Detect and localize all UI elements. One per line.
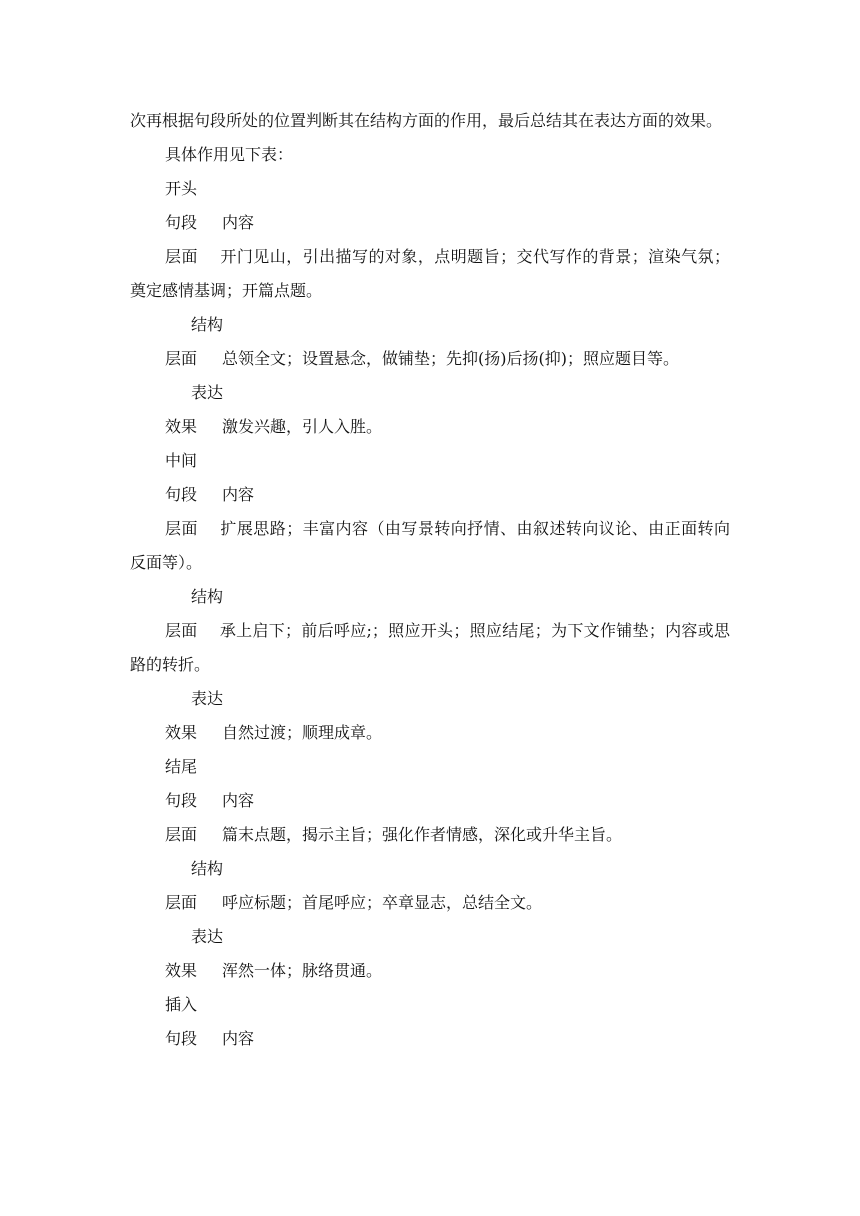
row-text: 扩展思路；丰富内容（由写景转向抒情、由叙述转向议论、由正面转向反面等）。 — [130, 519, 730, 572]
expression-label: 表达 — [191, 689, 224, 708]
row-label: 层面 — [165, 349, 198, 368]
section-position-middle: 中间 — [165, 451, 198, 470]
row-text: 总领全文；设置悬念，做铺垫；先抑(扬)后扬(抑)；照应题目等。 — [222, 349, 679, 368]
document-body — [130, 104, 730, 1056]
table-header-row — [130, 206, 730, 240]
row-text: 开门见山，引出描写的对象，点明题旨；交代写作的背景；渲染气氛；奠定感情基调；开篇点题。 — [130, 247, 730, 300]
header-col2: 内容 — [222, 213, 255, 232]
expression-row — [130, 716, 730, 750]
content-row — [130, 240, 730, 308]
row-label: 层面 — [165, 621, 198, 640]
section-position-insert: 插入 — [165, 995, 198, 1014]
row-label: 层面 — [165, 519, 198, 538]
row-label: 层面 — [165, 247, 198, 266]
row-text: 呼应标题；首尾呼应；卒章显志，总结全文。 — [222, 893, 543, 912]
row-text: 自然过渡；顺理成章。 — [222, 723, 383, 742]
table-intro: 具体作用见下表： — [165, 145, 294, 164]
row-label: 效果 — [165, 961, 198, 980]
header-col1: 句段 — [165, 485, 198, 504]
header-col1: 句段 — [165, 213, 198, 232]
expression-row — [130, 410, 730, 444]
structure-row — [130, 342, 730, 376]
header-col2: 内容 — [222, 1029, 255, 1048]
table-header-row — [130, 478, 730, 512]
table-header-row — [130, 1022, 730, 1056]
structure-label: 结构 — [191, 587, 224, 606]
section-position-end: 结尾 — [165, 757, 198, 776]
header-col2: 内容 — [222, 791, 255, 810]
intro-paragraph: 次再根据句段所处的位置判断其在结构方面的作用，最后总结其在表达方面的效果。 — [130, 111, 723, 130]
row-label: 层面 — [165, 893, 198, 912]
header-col1: 句段 — [165, 791, 198, 810]
header-col1: 句段 — [165, 1029, 198, 1048]
header-col2: 内容 — [222, 485, 255, 504]
row-label: 层面 — [165, 825, 198, 844]
row-label: 效果 — [165, 723, 198, 742]
structure-row — [130, 886, 730, 920]
structure-row — [130, 614, 730, 682]
expression-row — [130, 954, 730, 988]
row-text: 激发兴趣，引人入胜。 — [222, 417, 383, 436]
content-row — [130, 512, 730, 580]
row-text: 承上启下；前后呼应;；照应开头；照应结尾；为下文作铺垫；内容或思路的转折。 — [130, 621, 730, 674]
section-position-start: 开头 — [165, 179, 198, 198]
expression-label: 表达 — [191, 383, 224, 402]
row-text: 浑然一体；脉络贯通。 — [222, 961, 383, 980]
expression-label: 表达 — [191, 927, 224, 946]
content-row — [130, 818, 730, 852]
table-header-row — [130, 784, 730, 818]
structure-label: 结构 — [191, 859, 224, 878]
row-text: 篇末点题，揭示主旨；强化作者情感，深化或升华主旨。 — [222, 825, 623, 844]
structure-label: 结构 — [191, 315, 224, 334]
row-label: 效果 — [165, 417, 198, 436]
